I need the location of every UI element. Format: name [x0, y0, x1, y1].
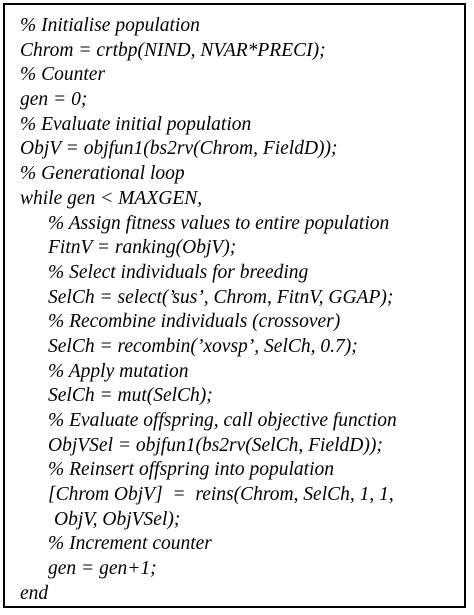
code-line-comment: % Counter [20, 64, 106, 86]
code-line-statement: Chrom = crtbp(NIND, NVAR*PRECI); [20, 39, 326, 61]
code-line-comment: % Generational loop [20, 163, 185, 185]
code-listing [20, 14, 460, 607]
code-line-comment: % Evaluate initial population [20, 113, 252, 135]
code-line-statement: [Chrom ObjV] = reins(Chrom, SelCh, 1, 1, [48, 484, 394, 506]
code-line-loop-header: while gen < MAXGEN, [20, 187, 203, 209]
code-line-statement: ObjV = objfun1(bs2rv(Chrom, FieldD)); [20, 138, 338, 160]
code-line-statement: gen = gen+1; [48, 558, 157, 580]
code-line-continuation: ObjV, ObjVSel); [54, 508, 181, 530]
code-line-comment: % Assign fitness values to entire population [48, 212, 390, 234]
code-line-comment: % Apply mutation [48, 360, 189, 382]
code-line-statement: SelCh = recombin(’xovsp’, SelCh, 0.7); [48, 335, 358, 357]
code-line-statement: SelCh = mut(SelCh); [48, 385, 213, 407]
code-line-comment: % Reinsert offspring into population [48, 459, 334, 481]
code-listing-box [3, 3, 466, 608]
code-line-statement: gen = 0; [20, 89, 88, 111]
code-line-statement: ObjVSel = objfun1(bs2rv(SelCh, FieldD)); [48, 434, 383, 456]
code-line-comment: % Initialise population [20, 15, 200, 36]
code-line-statement: SelCh = select(’sus’, Chrom, FitnV, GGAP); [48, 286, 394, 308]
code-line-comment: % Increment counter [48, 533, 212, 555]
code-line-loop-end: end [20, 582, 49, 604]
code-line-comment: % Recombine individuals (crossover) [48, 311, 341, 333]
code-line-comment: % Evaluate offspring, call objective function [48, 410, 397, 431]
code-line-comment: % Select individuals for breeding [48, 261, 309, 283]
code-line-statement: FitnV = ranking(ObjV); [48, 237, 237, 259]
